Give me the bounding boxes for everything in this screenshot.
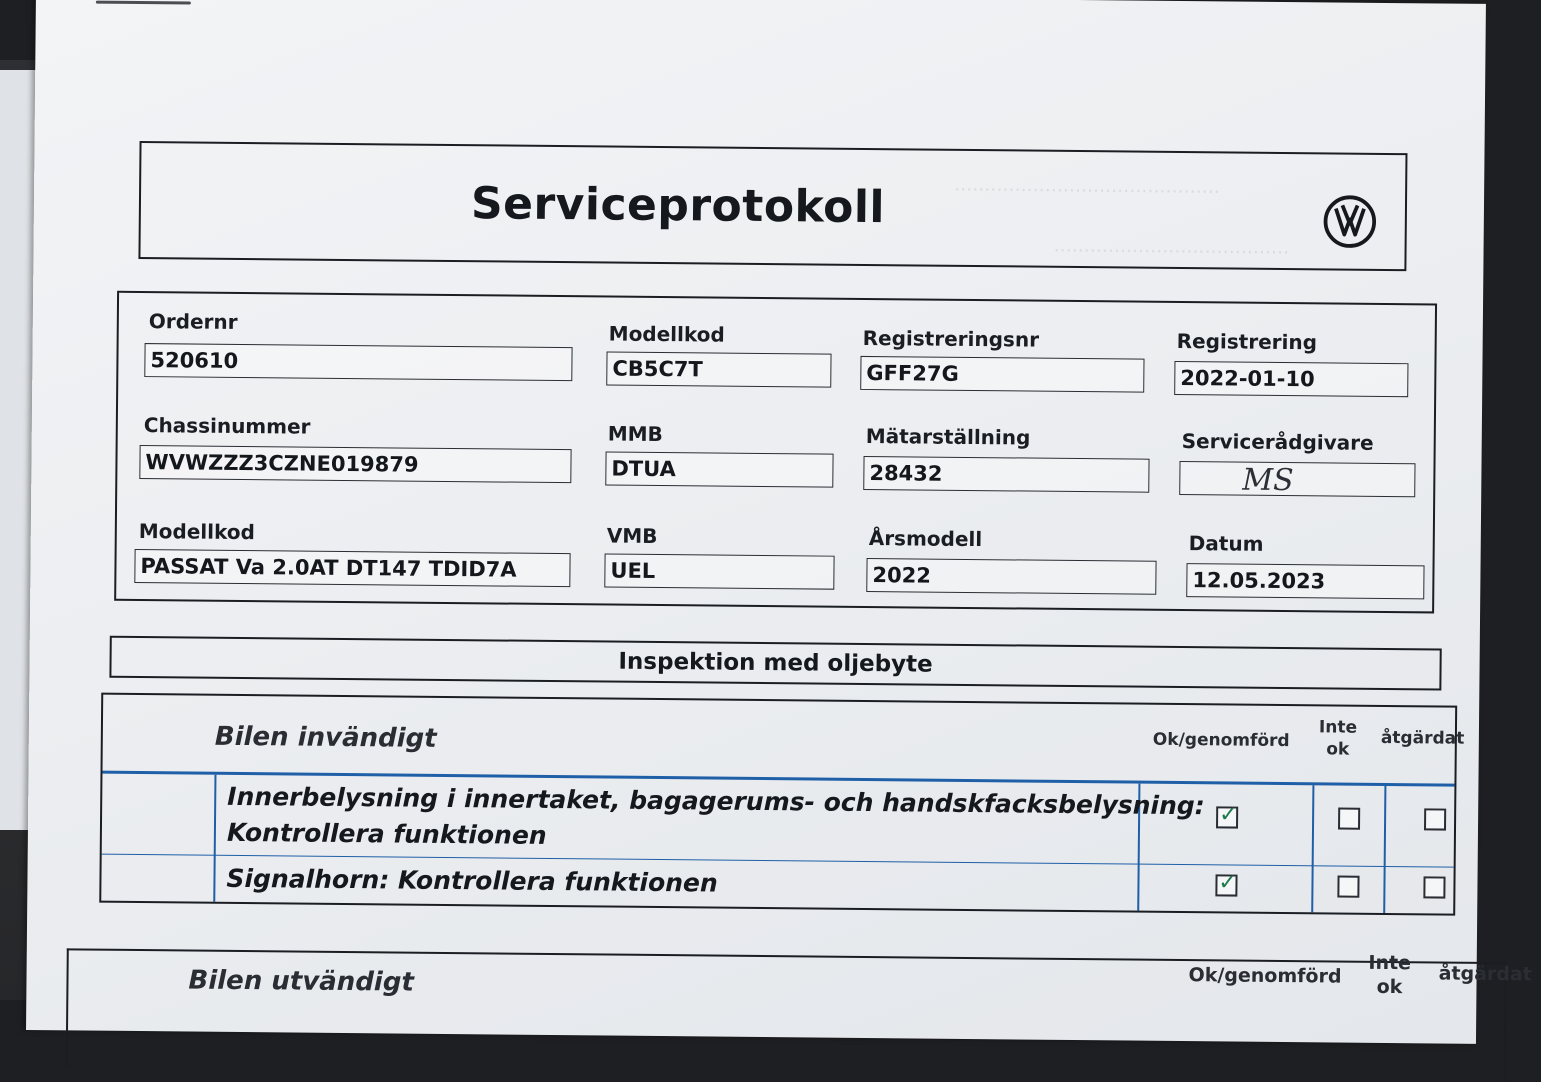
column-ok-header: Ok/genomförd [1188, 964, 1342, 988]
datum-field: 12.05.2023 [1186, 563, 1424, 599]
column-not-ok-header-line1: Inte [1318, 717, 1358, 738]
column-fixed-header: åtgärdat [1438, 962, 1532, 986]
datum-label: Datum [1188, 531, 1264, 556]
chassinummer-field: WVWZZZ3CZNE019879 [139, 445, 571, 483]
serviceradgivare-signature: MS [1179, 461, 1415, 497]
title-box [138, 141, 1407, 271]
table-title: Bilen utvändigt [188, 965, 414, 998]
registreringsnr-field: GFF27G [860, 356, 1144, 393]
vmb-field: UEL [604, 553, 834, 589]
page-title: Serviceprotokoll [470, 178, 886, 234]
row-description-line2: Kontrollera funktionen [226, 817, 547, 850]
not-ok-checkbox[interactable] [1337, 876, 1359, 898]
serviceradgivare-label: Servicerådgivare [1181, 429, 1374, 455]
vw-logo-icon [1323, 194, 1378, 249]
matarstallning-field: 28432 [863, 456, 1149, 493]
fixed-checkbox[interactable] [1423, 876, 1445, 898]
fixed-checkbox[interactable] [1424, 808, 1446, 830]
chassinummer-label: Chassinummer [143, 413, 311, 439]
vehicle-info-box [114, 291, 1437, 614]
modellkod-field: CB5C7T [606, 351, 831, 387]
ordernr-field: 520610 [144, 343, 572, 381]
staple-mark [96, 1, 191, 5]
arsmodell-label: Årsmodell [868, 526, 983, 552]
checkmark-icon: ✓ [1219, 802, 1238, 828]
section-title: Inspektion med oljebyte [618, 648, 933, 678]
mmb-label: MMB [607, 421, 663, 447]
modellkod-label: Modellkod [608, 321, 725, 347]
inspection-table-outside [66, 948, 1532, 1082]
ok-checkbox-checked[interactable] [1216, 802, 1238, 828]
column-ok-header: Ok/genomförd [1152, 729, 1290, 752]
ok-checkbox-checked[interactable] [1215, 870, 1238, 896]
registrering-field: 2022-01-10 [1174, 361, 1408, 397]
modellkod-full-label: Modellkod [138, 519, 255, 545]
column-fixed-header: åtgärdat [1380, 727, 1465, 749]
not-ok-checkbox[interactable] [1338, 808, 1360, 830]
show-through-text: ······································· [1053, 239, 1290, 265]
table-title: Bilen invändigt [214, 721, 437, 754]
mmb-field: DTUA [605, 451, 833, 487]
show-through-text: ············································ [954, 178, 1220, 204]
row-description-line1: Innerbelysning i innertaket, bagagerums- och handskfacksbelysning: [227, 781, 1205, 821]
table-header [102, 695, 1465, 787]
table-row [102, 774, 1455, 868]
matarstallning-label: Mätarställning [865, 423, 1031, 450]
column-not-ok-header-line1: Inte [1368, 951, 1412, 975]
section-header-box [109, 636, 1441, 691]
row-description-line1: Signalhorn: Kontrollera funktionen [226, 863, 718, 898]
column-not-ok-header-line2: ok [1376, 975, 1403, 999]
registrering-label: Registrering [1176, 328, 1318, 355]
checkmark-icon: ✓ [1218, 870, 1238, 896]
ordernr-label: Ordernr [148, 309, 238, 334]
arsmodell-field: 2022 [866, 558, 1156, 595]
service-protocol-sheet [26, 0, 1532, 1044]
inspection-table-inside [99, 693, 1465, 916]
column-not-ok-header-line2: ok [1326, 739, 1350, 760]
registreringsnr-label: Registreringsnr [862, 325, 1040, 352]
modellkod-full-field: PASSAT Va 2.0AT DT147 TDID7A [134, 549, 570, 587]
vmb-label: VMB [606, 523, 658, 548]
